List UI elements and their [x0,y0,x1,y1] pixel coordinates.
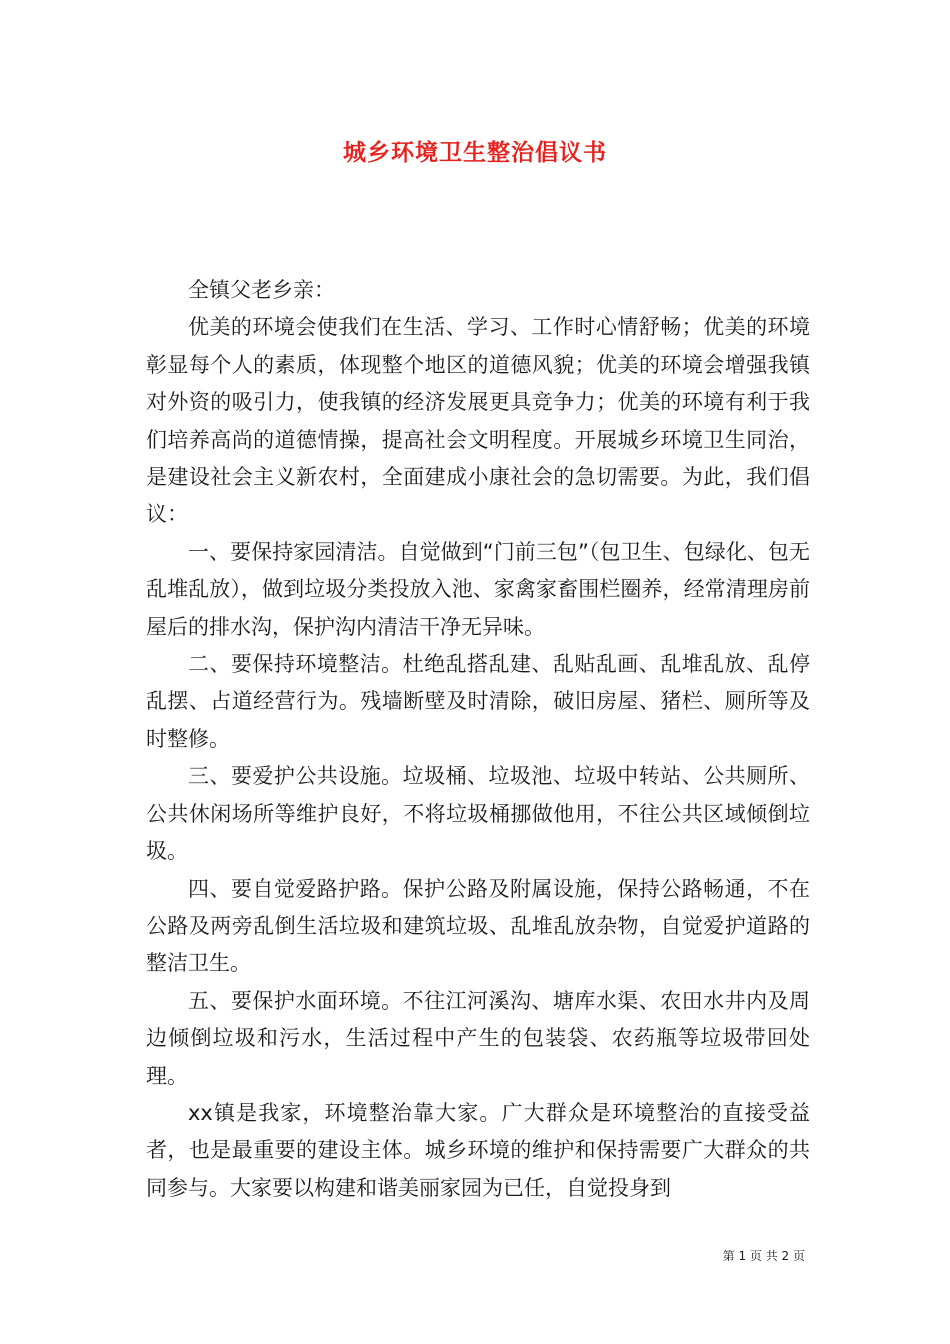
paragraph-item-2: 二、要保持环境整洁。杜绝乱搭乱建、乱贴乱画、乱堆乱放、乱停乱摆、占道经营行为。残墙断壁及时清除，破旧房屋、猪栏、厕所等及时整修。 [146,652,810,751]
page-number: 第 1 页 共 2 页 [722,1249,805,1263]
paragraph-item-5: 五、要保护水面环境。不往江河溪沟、塘库水渠、农田水井内及周边倾倒垃圾和污水，生活过程中产生的包装袋、农药瓶等垃圾带回处理。 [146,988,810,1088]
salutation: 全镇父老乡亲： [188,278,335,302]
document-title: 城乡环境卫生整治倡议书 [343,140,607,166]
paragraph-item-3: 三、要爱护公共设施。垃圾桶、垃圾池、垃圾中转站、公共厕所、公共休闲场所等维护良好，不将垃圾桶挪做他用，不往公共区域倾倒垃圾。 [146,764,810,864]
paragraph-item-1: 一、要保持家园清洁。自觉做到“门前三包”（包卫生、包绿化、包无乱堆乱放），做到垃圾分类投放入池、家禽家畜围栏圈养，经常清理房前屋后的排水沟，保护沟内清洁干净无异味。 [146,539,810,639]
paragraph-intro: 优美的环境会使我们在生活、学习、工作时心情舒畅；优美的环境彰显每个人的素质，体现整个地区的道德风貌；优美的环境会增强我镇对外资的吸引力，使我镇的经济发展更具竞争力；优美的环境有利于我们培养高尚的道德情操，提高社会文明程度。开展城乡环境卫生同治，是建设社会主义新农村，全面建成小康社会的急切需要。为此，我们倡议： [146,315,810,527]
document-body [146,272,810,1207]
paragraph-closing: xx镇是我家，环境整治靠大家。广大群众是环境整治的直接受益者，也是最重要的建设主体。城乡环境的维护和保持需要广大群众的共同参与。大家要以构建和谐美丽家园为已任，自觉投身到 [146,1100,810,1200]
paragraph-item-4: 四、要自觉爱路护路。保护公路及附属设施，保持公路畅通，不在公路及两旁乱倒生活垃圾和建筑垃圾、乱堆乱放杂物，自觉爱护道路的整洁卫生。 [146,876,810,976]
